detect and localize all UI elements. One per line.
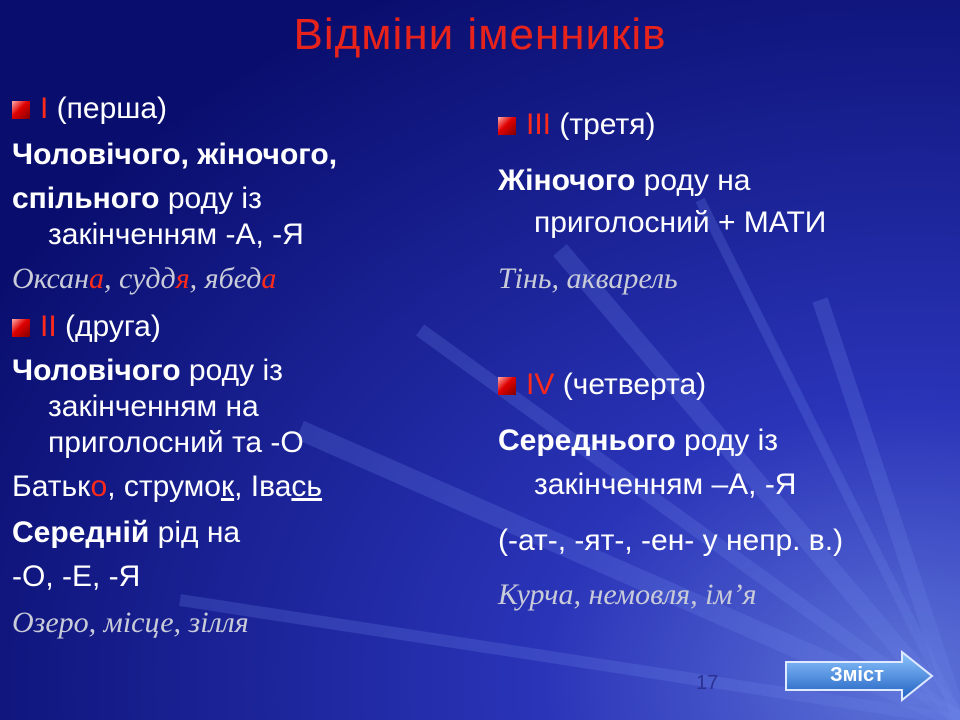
text-line: закінченням на — [48, 390, 259, 423]
square-bullet-icon — [498, 117, 516, 135]
slide-number: 17 — [696, 672, 719, 694]
example-line: Батько, струмок, Івась — [12, 470, 323, 503]
text-line: Середнього роду із — [498, 424, 779, 457]
contents-nav-button[interactable] — [784, 650, 934, 702]
declension-1-heading: I (перша) — [12, 92, 167, 126]
declension-4-heading: IV (четверта) — [498, 368, 706, 402]
text-line: Чоловічого роду із — [12, 354, 283, 387]
declension-3-heading: III (третя) — [498, 108, 655, 142]
declension-2-heading: II (друга) — [12, 310, 161, 344]
text-line: приголосний + МАТИ — [534, 206, 827, 239]
text-line: Середній рід на — [12, 516, 241, 549]
example-line: Озеро, місце, зілля — [12, 606, 249, 639]
text-line: -О, -Е, -Я — [12, 560, 141, 593]
text-line: закінченням –А, -Я — [534, 468, 797, 501]
text-line: (-ат-, -ят-, -ен- у непр. в.) — [498, 524, 844, 557]
text-line: Чоловічого, жіночого, — [12, 138, 338, 171]
square-bullet-icon — [12, 101, 30, 119]
example-line: Тінь, акварель — [498, 262, 678, 295]
contents-nav-label: Зміст — [830, 664, 884, 686]
slide-title: Відміни іменників — [293, 10, 667, 59]
text-line: закінченням -А, -Я — [48, 218, 304, 251]
text-line: приголосний та -О — [48, 426, 304, 459]
example-line: Оксана, суддя, ябеда — [12, 262, 277, 295]
square-bullet-icon — [498, 377, 516, 395]
text-line: спільного роду із — [12, 182, 262, 215]
example-line: Курча, немовля, ім’я — [498, 578, 757, 611]
square-bullet-icon — [12, 319, 30, 337]
text-line: Жіночого роду на — [498, 164, 751, 197]
